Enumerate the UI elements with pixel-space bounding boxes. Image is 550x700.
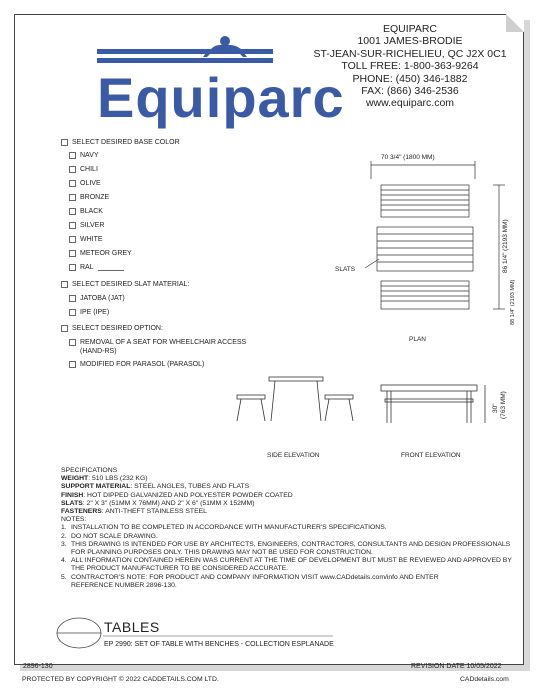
color-option-black[interactable]: BLACK — [69, 208, 103, 215]
note-line: 1. INSTALLATION TO BE COMPLETED IN ACCORDANCE WITH MANUFACTURER'S SPECIFICATIONS. — [61, 524, 387, 532]
checkbox[interactable] — [69, 361, 76, 368]
checkbox[interactable] — [69, 166, 76, 173]
checkbox[interactable] — [69, 236, 76, 243]
option-heading-checkbox[interactable] — [61, 325, 68, 332]
side-elevation-label: SIDE ELEVATION — [267, 452, 320, 459]
copyright-notice: PROTECTED BY COPYRIGHT © 2022 CADDETAILS.COM LTD. — [22, 676, 219, 683]
specifications — [61, 467, 511, 590]
checkbox[interactable] — [69, 339, 76, 346]
length-dimension: 86 1/4" (2193 MM) — [502, 219, 509, 273]
company-name: EQUIPARC — [382, 23, 438, 35]
color-option-olive[interactable]: OLIVE — [69, 180, 101, 187]
note-line: 4. ALL INFORMATION CONTAINED HEREIN WAS CURRENT AT THE TIME OF DEVELOPMENT BUT MUST BE REVIEWED AND APPROVED BY — [61, 557, 512, 565]
option-heading: SELECT DESIRED OPTION: — [72, 325, 163, 332]
company-website[interactable]: www.equiparc.com — [365, 97, 455, 110]
width-dimension: 70 3/4" (1800 MM) — [381, 154, 435, 161]
drawing-sheet — [14, 14, 524, 670]
note-line: THE PRODUCT MANUFACTURER TO BE CONSIDERED ACCURATE. — [71, 565, 289, 573]
spec-weight: WEIGHT: 510 LBS (232 KG) — [61, 475, 148, 483]
revision-date: REVISION DATE 10/05/2022 — [411, 663, 502, 670]
caddetails-link[interactable]: CADdetails.com — [460, 676, 509, 683]
color-option-bronze[interactable]: BRONZE — [69, 194, 109, 201]
checkbox[interactable] — [69, 152, 76, 159]
color-option-ral[interactable]: RAL — [69, 264, 124, 271]
plan-label: PLAN — [409, 336, 426, 343]
checkbox[interactable] — [69, 309, 76, 316]
spec-finish: FINISH: HOT DIPPED GALVANIZED AND POLYESTER POWDER COATED — [61, 491, 293, 499]
slats-label: SLATS — [335, 266, 356, 273]
checkbox[interactable] — [69, 222, 76, 229]
company-phone: PHONE: (450) 346-1882 — [352, 72, 468, 85]
technical-drawings — [205, 145, 525, 465]
color-option-navy[interactable]: NAVY — [69, 152, 99, 159]
color-option-white[interactable]: WHITE — [69, 236, 103, 243]
option-heading-row — [61, 325, 163, 332]
option-parasol[interactable]: MODIFIED FOR PARASOL (PARASOL) — [69, 361, 204, 368]
reference-number: 2896-130 — [23, 663, 53, 670]
option-wheelchair[interactable]: REMOVAL OF A SEAT FOR WHEELCHAIR ACCESS — [69, 339, 246, 346]
checkbox[interactable] — [69, 250, 76, 257]
title-sub: EP 2990: SET OF TABLE WITH BENCHES - COLLECTION ESPLANADE — [104, 641, 334, 648]
company-address1: 1001 JAMES-BRODIE — [357, 35, 463, 48]
company-info — [305, 23, 515, 110]
note-line: 2. DO NOT SCALE DRAWING. — [61, 532, 158, 540]
notes-heading: NOTES: — [61, 516, 87, 524]
front-elevation-label: FRONT ELEVATION — [401, 452, 461, 459]
company-address2: ST-JEAN-SUR-RICHELIEU, QC J2X 0C1 — [313, 47, 507, 60]
company-fax: FAX: (866) 346-2536 — [361, 85, 459, 98]
slat-option-ipe[interactable]: IPE (IPE) — [69, 309, 109, 316]
base-color-heading-checkbox[interactable] — [61, 139, 68, 146]
height-dimension: 30" — [492, 403, 499, 413]
base-color-heading-row — [61, 139, 180, 146]
option-wheelchair-code: (HAND-RS) — [80, 348, 117, 355]
side-elevation — [237, 377, 353, 421]
checkbox[interactable] — [69, 295, 76, 302]
color-option-chili[interactable]: CHILI — [69, 166, 98, 173]
spec-slats: SLATS: 2" X 3" (51MM X 76MM) AND 2" X 6" (51MM X 152MM) — [61, 499, 255, 507]
note-line: REFERENCE NUMBER 2896-130. — [71, 581, 177, 589]
checkbox[interactable] — [69, 208, 76, 215]
checkbox[interactable] — [69, 194, 76, 201]
ral-blank-line[interactable] — [98, 264, 124, 271]
note-line: 3. THIS DRAWING IS INTENDED FOR USE BY ARCHITECTS, ENGINEERS, CONTRACTORS, CONSULTANTS AND DESIGN PROFESSIONALS — [61, 540, 511, 548]
color-option-meteor-grey[interactable]: METEOR GREY — [69, 250, 132, 257]
note-line: 5. CONTRACTOR'S NOTE: FOR PRODUCT AND COMPANY INFORMATION VISIT www.CADdetails.com/info AND ENTER — [61, 573, 439, 581]
color-option-silver[interactable]: SILVER — [69, 222, 104, 229]
spec-support: SUPPORT MATERIAL: STEEL ANGLES, TUBES AND FLATS — [61, 483, 250, 491]
slat-option-jatoba[interactable]: JATOBA (JAT) — [69, 295, 125, 302]
title-main: TABLES — [104, 619, 160, 635]
slat-heading: SELECT DESIRED SLAT MATERIAL: — [72, 281, 190, 288]
company-toll-free: TOLL FREE: 1-800-363-9264 — [341, 60, 479, 73]
slat-heading-checkbox[interactable] — [61, 281, 68, 288]
logo-wordmark: Equiparc — [97, 66, 345, 129]
plan-view — [365, 161, 505, 309]
checkbox[interactable] — [69, 264, 76, 271]
base-color-heading: SELECT DESIRED BASE COLOR — [72, 139, 180, 146]
note-line: FOR PLANNING PURPOSES ONLY. THIS DRAWING MAY NOT BE USED FOR CONSTRUCTION. — [71, 549, 373, 557]
checkbox[interactable] — [69, 180, 76, 187]
spec-fasteners: FASTENERS: ANTI-THEFT STAINLESS STEEL — [61, 508, 207, 516]
length-dimension-alt: 88 1/4" (2193 MM) — [510, 279, 516, 325]
spec-heading: SPECIFICATIONS — [61, 467, 118, 474]
slat-heading-row — [61, 281, 189, 288]
height-dimension-mm: (763 MM) — [500, 391, 507, 419]
front-elevation — [381, 385, 485, 423]
